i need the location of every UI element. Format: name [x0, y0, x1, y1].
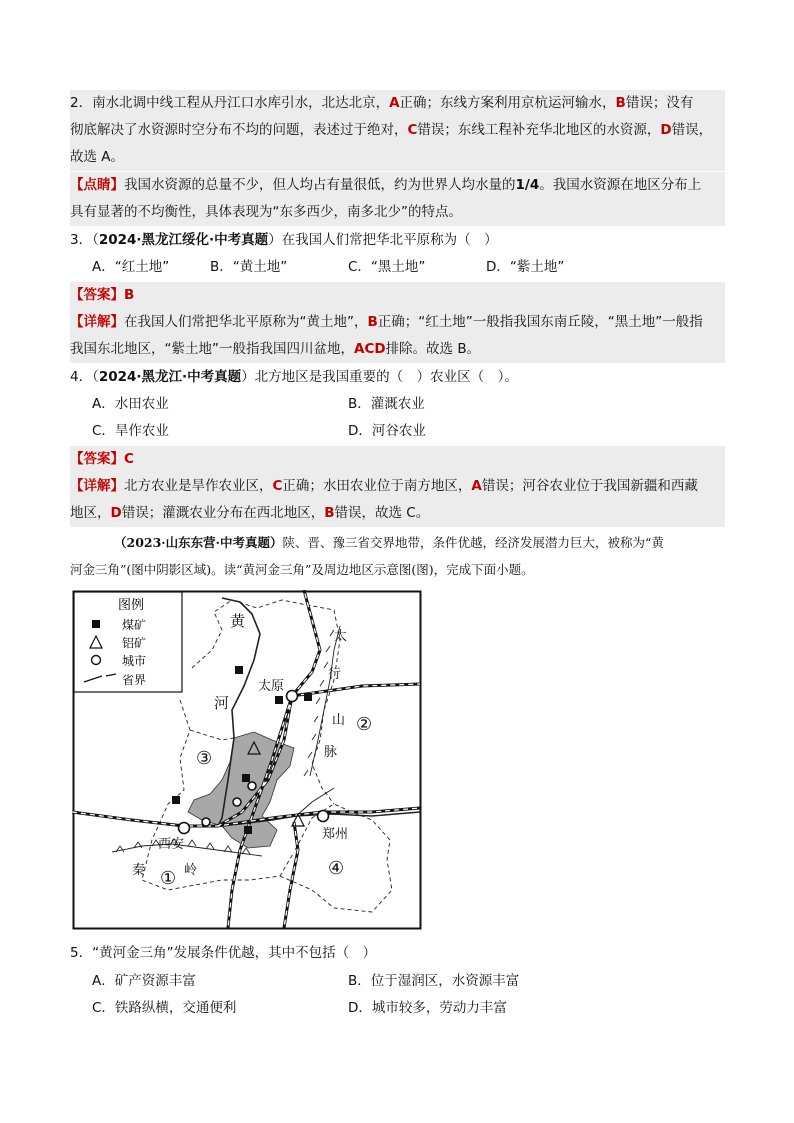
label-zhengzhou: 郑州: [322, 827, 349, 842]
q5-option-d: D．城市较多，劳动力丰富: [348, 1000, 507, 1016]
legend-border: 省界: [122, 673, 147, 687]
q2-explain-line1: 2．南水北调中线工程从丹江口水库引水，北达北京，A正确；东线方案利用京杭运河输水，B错误；没有: [70, 95, 694, 111]
q4-stem: 4．（2024·黑龙江·中考真题）北方地区是我国重要的（ ）农业区（ ）。: [70, 369, 518, 385]
label-he: 河: [214, 694, 230, 712]
q3-detail-line1: 【详解】在我国人们常把华北平原称为“黄土地”，B正确；“红土地”一般指我国东南丘陵，“黑土地”一般指: [70, 314, 703, 330]
label-region-1: ①: [160, 868, 177, 889]
q3-stem: 3．（2024·黑龙江绥化·中考真题）在我国人们常把华北平原称为（ ）: [70, 232, 498, 248]
q4-option-c: C．旱作农业: [92, 423, 169, 439]
intro-line1: （2023·山东东营·中考真题）陕、晋、豫三省交界地带，条件优越，经济发展潜力巨大，被称为“黄: [114, 535, 664, 550]
q3-option-d: D．“紫土地”: [486, 259, 565, 275]
q4-detail: [70, 473, 725, 527]
q5-option-a: A．矿产资源丰富: [92, 973, 196, 989]
yellow-river-golden-triangle-map: [72, 590, 422, 930]
label-huang: 黄: [230, 612, 246, 630]
q2-point: [70, 172, 725, 226]
q2-explanation: [70, 90, 725, 171]
q3-detail-line2: 我国东北地区，“紫土地”一般指我国四川盆地，ACD排除。故选 B。: [70, 341, 481, 357]
q3-answer: 【答案】B: [70, 282, 725, 309]
q4-detail-line2: 地区，D错误；灌溉农业分布在西北地区，B错误，故选 C。: [70, 505, 430, 521]
q3-detail: [70, 309, 725, 363]
q5-stem: 5．“黄河金三角”发展条件优越，其中不包括（ ）: [70, 945, 377, 961]
label-region-2: ②: [356, 714, 373, 735]
legend-aluminum: 铝矿: [122, 636, 147, 650]
q3-option-b: B．“黄土地”: [210, 259, 288, 275]
q5-option-b: B．位于湿润区，水资源丰富: [348, 973, 520, 989]
label-qin: 秦: [132, 863, 146, 878]
legend-coal: 煤矿: [122, 618, 147, 632]
label-shan: 山: [332, 713, 346, 728]
label-mai: 脉: [324, 745, 338, 760]
label-tai: 太: [334, 629, 348, 644]
q3-option-c: C．“黑土地”: [348, 259, 426, 275]
legend-city: 城市: [122, 654, 147, 668]
intro-line2: 河金三角”(图中阴影区域)。读“黄河金三角”及周边地区示意图(图)，完成下面小题。: [70, 562, 534, 577]
map-legend: [74, 592, 182, 692]
label-region-4: ④: [328, 858, 345, 879]
q2-explain-line3: 故选 A。: [70, 149, 125, 165]
q4-detail-line1: 【详解】北方农业是旱作农业区，C正确；水田农业位于南方地区，A错误；河谷农业位于我国新疆和西藏: [70, 478, 698, 494]
label-ling: 岭: [184, 863, 198, 878]
legend-title: 图例: [118, 598, 145, 613]
q3-option-a: A．“红土地”: [92, 259, 170, 275]
label-hang: 行: [328, 667, 342, 682]
label-xian: 西安: [158, 837, 185, 852]
q2-point-line2: 具有显著的不均衡性，具体表现为“东多西少，南多北少”的特点。: [70, 204, 462, 220]
q2-explain-line2: 彻底解决了水资源时空分布不均的问题，表述过于绝对，C错误；东线工程补充华北地区的水资源，D错误，: [70, 122, 713, 138]
q5-option-c: C．铁路纵横，交通便利: [92, 1000, 237, 1016]
label-taiyuan: 太原: [258, 679, 285, 694]
group-intro: [70, 529, 725, 583]
q4-option-d: D．河谷农业: [348, 423, 426, 439]
q4-option-b: B．灌溉农业: [348, 396, 425, 412]
label-region-3: ③: [196, 748, 213, 769]
q2-point-line1: 【点睛】我国水资源的总量不少，但人均占有量很低，约为世界人均水量的1/4。我国水资源在地区分布上: [70, 177, 702, 193]
q4-option-a: A．水田农业: [92, 396, 169, 412]
q4-answer: 【答案】C: [70, 446, 725, 473]
